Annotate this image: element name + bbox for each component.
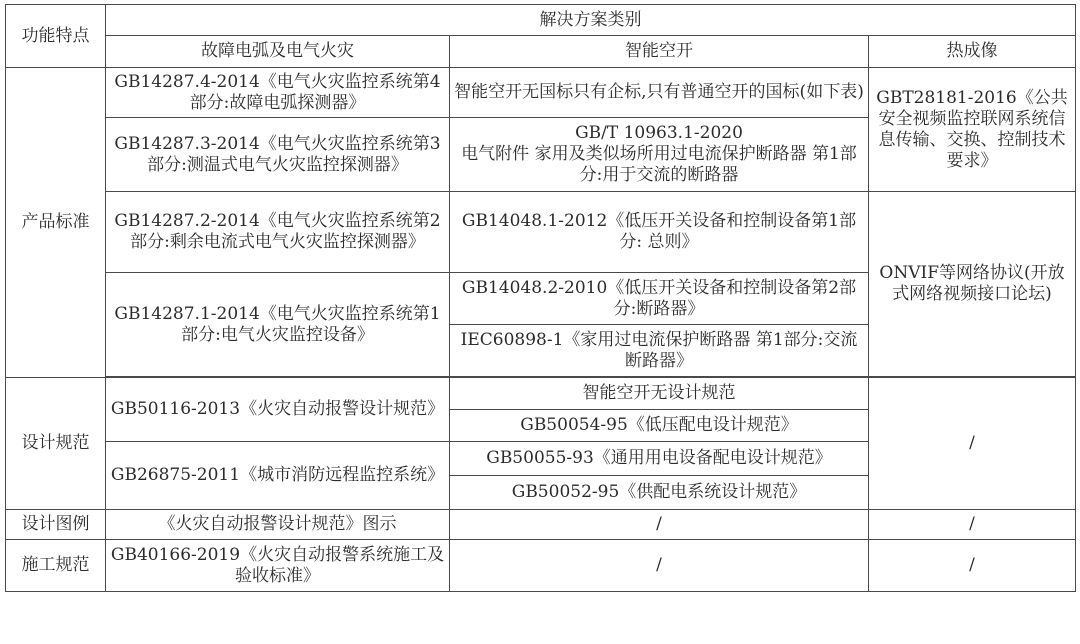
- table-row: [6, 378, 1076, 410]
- breaker-standard-2-title: 电气附件 家用及类似场所用过电流保护断路器 第1部分:用于交流的断路器: [461, 144, 857, 185]
- cell-arc-standard-4: GB14287.1-2014《电气火灾监控系统第1部分:电气火灾监控设备》: [106, 273, 450, 377]
- cell-arc-standard-2: GB14287.3-2014《电气火灾监控系统第3部分:测温式电气火灾监控探测器》: [106, 118, 450, 192]
- table-row: [6, 510, 1076, 540]
- cell-breaker-legend: /: [450, 510, 869, 540]
- breaker-standard-2-code: GB/T 10963.1-2020: [575, 123, 743, 143]
- cell-breaker-standard-4: GB14048.2-2010《低压开关设备和控制设备第2部分:断路器》: [450, 273, 869, 325]
- cell-arc-construction: GB40166-2019《火灾自动报警系统施工及验收标准》: [106, 540, 450, 592]
- header-feature: 功能特点: [6, 5, 106, 68]
- header-col-thermal: 热成像: [869, 36, 1076, 68]
- cell-arc-design-1: GB50116-2013《火灾自动报警设计规范》: [106, 378, 450, 442]
- standards-table-wrapper: [5, 4, 1076, 592]
- row-label-product-standard: 产品标准: [6, 68, 106, 378]
- cell-breaker-design-2: GB50054-95《低压配电设计规范》: [450, 410, 869, 442]
- cell-thermal-standard-1: GBT28181-2016《公共安全视频监控联网系统信息传输、交换、控制技术要求》: [869, 68, 1076, 192]
- cell-breaker-construction: /: [450, 540, 869, 592]
- header-col-breaker: 智能空开: [450, 36, 869, 68]
- row-label-design-spec: 设计规范: [6, 378, 106, 510]
- table-row: [6, 68, 1076, 118]
- cell-breaker-design-3: GB50055-93《通用用电设备配电设计规范》: [450, 442, 869, 476]
- row-label-design-legend: 设计图例: [6, 510, 106, 540]
- table-row: [6, 192, 1076, 273]
- header-solution-category: 解决方案类别: [106, 5, 1076, 36]
- cell-breaker-standard-3: GB14048.1-2012《低压开关设备和控制设备第1部分: 总则》: [450, 192, 869, 273]
- cell-arc-standard-1: GB14287.4-2014《电气火灾监控系统第4部分:故障电弧探测器》: [106, 68, 450, 118]
- row-label-construction-spec: 施工规范: [6, 540, 106, 592]
- header-row-1: [6, 5, 1076, 36]
- cell-arc-standard-3: GB14287.2-2014《电气火灾监控系统第2部分:剩余电流式电气火灾监控探测器》: [106, 192, 450, 273]
- cell-arc-design-2: GB26875-2011《城市消防远程监控系统》: [106, 442, 450, 510]
- header-row-2: [6, 36, 1076, 68]
- cell-thermal-legend: /: [869, 510, 1076, 540]
- standards-table: [5, 4, 1076, 592]
- cell-breaker-design-4: GB50052-95《供配电系统设计规范》: [450, 476, 869, 510]
- table-row: [6, 540, 1076, 592]
- cell-arc-legend: 《火灾自动报警设计规范》图示: [106, 510, 450, 540]
- cell-thermal-design: /: [869, 378, 1076, 510]
- cell-breaker-standard-5: IEC60898-1《家用过电流保护断路器 第1部分:交流断路器》: [450, 325, 869, 377]
- cell-breaker-design-1: 智能空开无设计规范: [450, 378, 869, 410]
- header-col-arc: 故障电弧及电气火灾: [106, 36, 450, 68]
- cell-breaker-standard-1: 智能空开无国标只有企标,只有普通空开的国标(如下表): [450, 68, 869, 118]
- cell-thermal-standard-2: ONVIF等网络协议(开放式网络视频接口论坛): [869, 192, 1076, 377]
- cell-thermal-construction: /: [869, 540, 1076, 592]
- cell-breaker-standard-2: [450, 118, 869, 192]
